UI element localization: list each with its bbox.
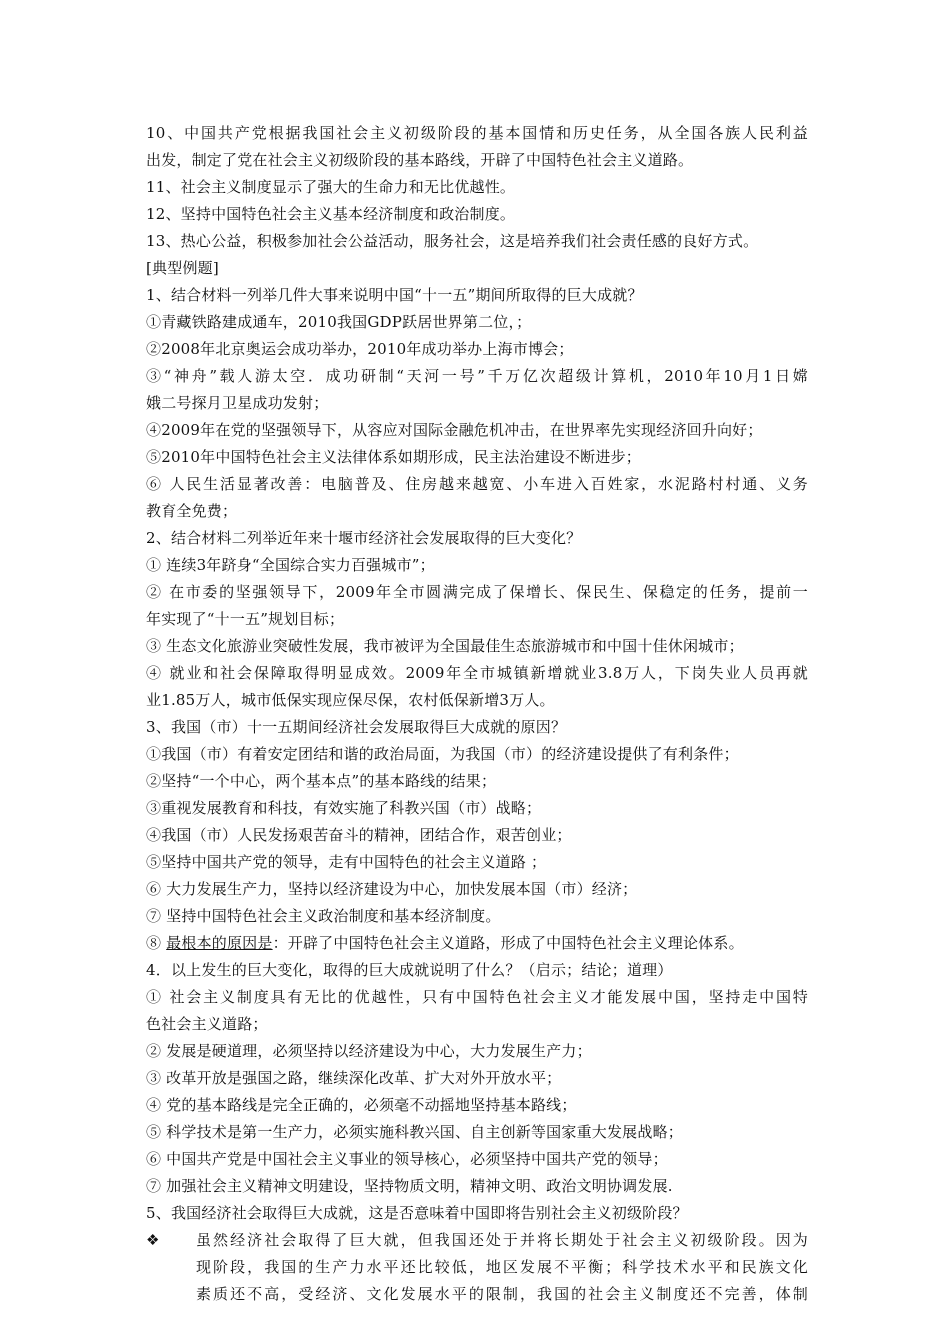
q1-answer-4: ④2009年在党的坚强领导下，从容应对国际金融危机冲击，在世界率先实现经济回升向好； xyxy=(146,421,763,439)
q2-answer-2-line-2: 年实现了“十一五”规划目标； xyxy=(146,610,345,628)
q3-answer-8 xyxy=(146,930,808,957)
q3-answer-1: ①我国（市）有着安定团结和谐的政治局面，为我国（市）的经济建设提供了有利条件； xyxy=(146,745,739,763)
q1-answer-5: ⑤2010年中国特色社会主义法律体系如期形成，民主法治建设不断进步； xyxy=(146,448,641,466)
q5-answer-line-1: 虽然经济社会取得了巨大就，但我国还处于并将长期处于社会主义初级阶段。因为 xyxy=(196,1231,808,1249)
q1-answer-3-line-2: 娥二号探月卫星成功发射； xyxy=(146,394,329,412)
q1-answer-6-line-1: ⑥ 人民生活显著改善：电脑普及、住房越来越宽、小车进入百姓家，水泥路村村通、义务 xyxy=(146,475,808,493)
q4-answer-5: ⑤ 科学技术是第一生产力，必须实施科教兴国、自主创新等国家重大发展战略； xyxy=(146,1123,683,1141)
q4-answer-3: ③ 改革开放是强国之路，继续深化改革、扩大对外开放水平； xyxy=(146,1069,562,1087)
item-10-line-2: 出发，制定了党在社会主义初级阶段的基本路线，开辟了中国特色社会主义道路。 xyxy=(146,151,694,169)
diamond-bullet-icon: ❖ xyxy=(146,1231,160,1249)
q3-answer-7: ⑦ 坚持中国特色社会主义政治制度和基本经济制度。 xyxy=(146,907,501,925)
q1-question: 1、结合材料一列举几件大事来说明中国“十一五”期间所取得的巨大成就？ xyxy=(146,286,643,304)
q2-answer-3: ③ 生态文化旅游业突破性发展，我市被评为全国最佳生态旅游城市和中国十佳休闲城市； xyxy=(146,637,744,655)
q1-answer-1: ①青藏铁路建成通车，2010我国GDP跃居世界第二位，； xyxy=(146,313,532,331)
q1-answer-3-line-1: ③“神舟”载人游太空．成功研制“天河一号”千万亿次超级计算机，2010年10月1日嫦 xyxy=(146,367,808,385)
q2-question: 2、结合材料二列举近年来十堰市经济社会发展取得的巨大变化？ xyxy=(146,529,582,547)
q3-answer-8-prefix: ⑧ xyxy=(146,934,167,952)
item-11: 11、社会主义制度显示了强大的生命力和无比优越性。 xyxy=(146,178,516,196)
q3-answer-5: ⑤坚持中国共产党的领导，走有中国特色的社会主义道路 ； xyxy=(146,853,547,871)
q3-question: 3、我国（市）十一五期间经济社会发展取得巨大成就的原因？ xyxy=(146,718,567,736)
q5-question: 5、我国经济社会取得巨大成就，这是否意味着中国即将告别社会主义初级阶段？ xyxy=(146,1204,688,1222)
q2-answer-1: ① 连续3年跻身“全国综合实力百强城市”； xyxy=(146,556,435,574)
q4-question: 4．以上发生的巨大变化，取得的巨大成就说明了什么？（启示；结论；道理） xyxy=(146,961,673,979)
q4-answer-1-line-2: 色社会主义道路； xyxy=(146,1015,268,1033)
section-title: [典型例题] xyxy=(146,259,219,277)
q5-answer-bullet xyxy=(146,1227,808,1308)
q5-answer-line-2: 现阶段，我国的生产力水平还比较低，地区发展不平衡；科学技术水平和民族文化 xyxy=(196,1258,808,1276)
q2-answer-4-line-2: 业1.85万人，城市低保实现应保尽保，农村低保新增3万人。 xyxy=(146,691,555,709)
q2-answer-4-line-1: ④ 就业和社会保障取得明显成效。2009年全市城镇新增就业3.8万人，下岗失业人员再就 xyxy=(146,664,808,682)
q1-answer-2: ②2008年北京奥运会成功举办，2010年成功举办上海市博会； xyxy=(146,340,574,358)
document-page xyxy=(146,120,808,1308)
q4-answer-6: ⑥ 中国共产党是中国社会主义事业的领导核心，必须坚持中国共产党的领导； xyxy=(146,1150,668,1168)
item-10-line-1: 10、中国共产党根据我国社会主义初级阶段的基本国情和历史任务，从全国各族人民利益 xyxy=(146,124,808,142)
q1-answer-6-line-2: 教育全免费； xyxy=(146,502,238,520)
item-12: 12、坚持中国特色社会主义基本经济制度和政治制度。 xyxy=(146,205,516,223)
q4-answer-2: ② 发展是硬道理，必须坚持以经济建设为中心，大力发展生产力； xyxy=(146,1042,592,1060)
q4-answer-7: ⑦ 加强社会主义精神文明建设，坚持物质文明，精神文明、政治文明协调发展. xyxy=(146,1177,673,1195)
q2-answer-2-line-1: ② 在市委的坚强领导下，2009年全市圆满完成了保增长、保民生、保稳定的任务，提前一 xyxy=(146,583,808,601)
q3-answer-8-underlined: 最根本的原因是 xyxy=(166,934,273,952)
q3-answer-3: ③重视发展教育和科技，有效实施了科教兴国（市）战略； xyxy=(146,799,542,817)
q4-answer-4: ④ 党的基本路线是完全正确的，必须毫不动摇地坚持基本路线； xyxy=(146,1096,577,1114)
q5-answer-line-3: 素质还不高，受经济、文化发展水平的限制，我国的社会主义制度还不完善，体制 xyxy=(196,1285,808,1303)
q3-answer-6: ⑥ 大力发展生产力，坚持以经济建设为中心，加快发展本国（市）经济； xyxy=(146,880,638,898)
q3-answer-8-rest: ：开辟了中国特色社会主义道路，形成了中国特色社会主义理论体系。 xyxy=(272,934,744,952)
q3-answer-4: ④我国（市）人民发扬艰苦奋斗的精神，团结合作，艰苦创业； xyxy=(146,826,572,844)
item-13: 13、热心公益，积极参加社会公益活动，服务社会，这是培养我们社会责任感的良好方式。 xyxy=(146,232,759,250)
q4-answer-1-line-1: ① 社会主义制度具有无比的优越性，只有中国特色社会主义才能发展中国，坚持走中国特 xyxy=(146,988,808,1006)
q3-answer-2: ②坚持“一个中心，两个基本点”的基本路线的结果； xyxy=(146,772,497,790)
